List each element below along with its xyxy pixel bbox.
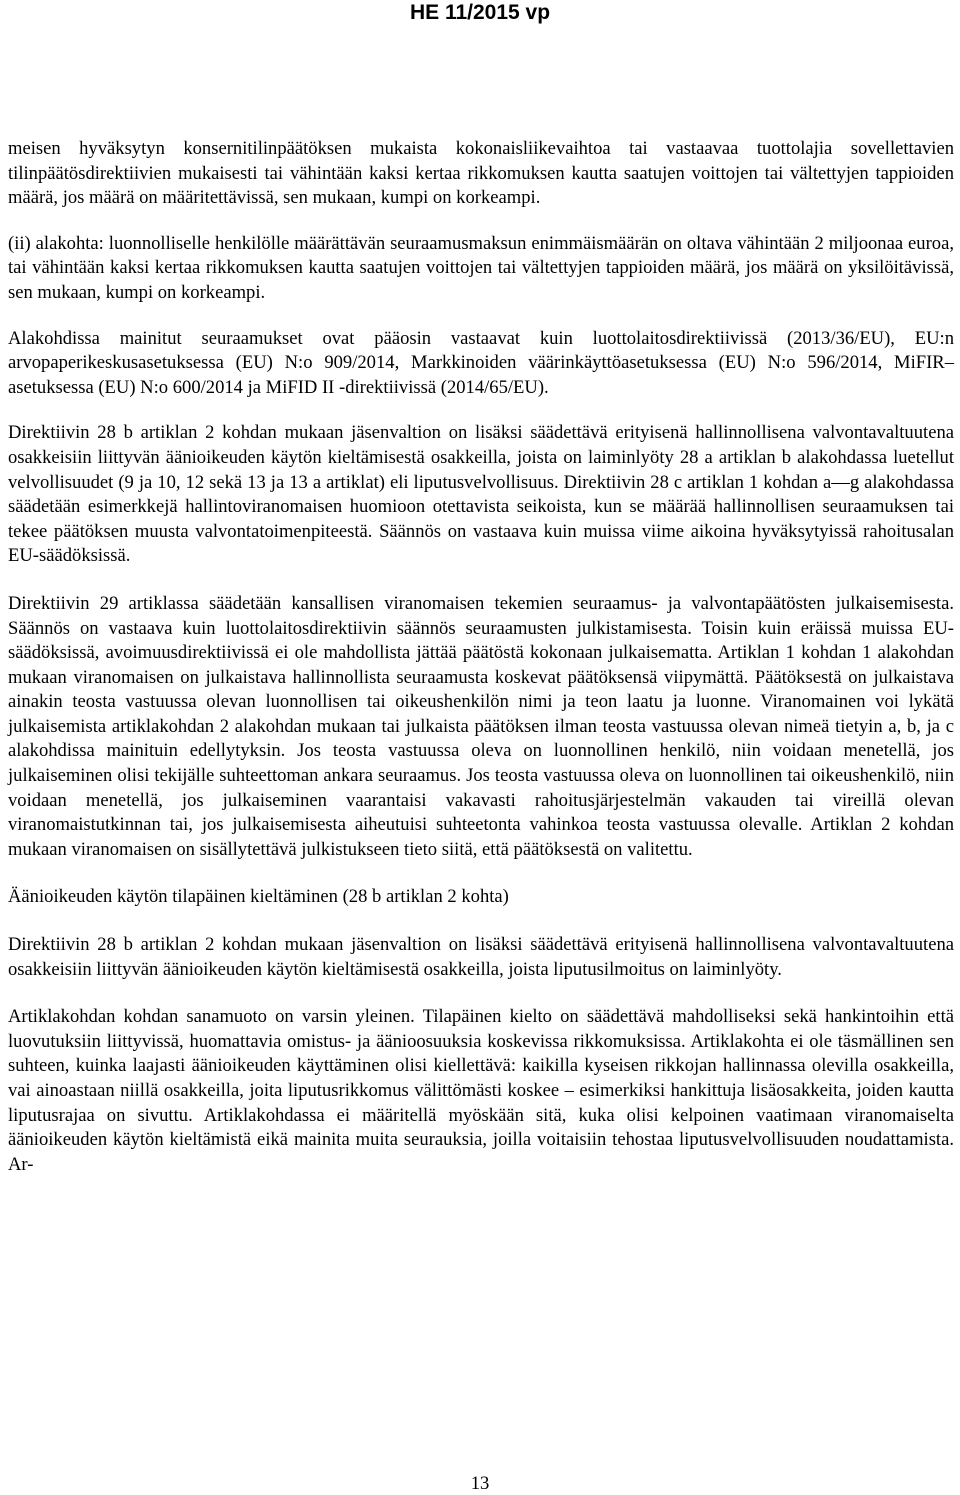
body-text (8, 137, 954, 1198)
paragraph: Artiklakohdan kohdan sanamuoto on varsin yleinen. Tilapäinen kielto on säädettävä mahdolliseksi sekä hankintoihin että luovutuksiin liittyvissä, huomattavia omistus- ja äänioosuuksia koskevissa rikkomuksissa. Artiklakohta ei ole täsmällinen sen suhteen, kuinka laajasti äänioikeuden käyttäminen olisi kiellettävä: kaikilla kyseisen rikkojan hallinnassa olevilla osakkeilla, vai ainoastaan niillä osakkeilla, joita liputusrikkomus välittömästi koskee – esimerkiksi hankittuja lisäosakkeita, joiden kautta liputusrajaa on sivuttu. Artiklakohdassa ei määritellä myöskään sitä, kuka olisi kelpoinen vaatimaan viranomaiselta äänioikeuden käytön kieltämistä eikä mainita muita seurauksia, joilla voitaisiin tehostaa liputusvelvollisuuden noudattamista. Ar- (8, 1006, 954, 1175)
paragraph: Direktiivin 28 b artiklan 2 kohdan mukaan jäsenvaltion on lisäksi säädettävä erityisenä hallinnollisena valvontavaltuutena osakkeisiin liittyvän äänioikeuden käytön kieltämisestä osakkeilla, joista on laiminlyöty 28 a artiklan b alakohdassa luetellut velvollisuudet (9 ja 10, 12 sekä 13 ja 13 a artiklat) eli liputusvelvollisuus. Direktiivin 28 c artiklan 1 kohdan a—g alakohdassa säädetään esimerkkejä hallintoviranomaisen huomioon otettavista seikoista, kun se määrää hallinnollisen seuraamuksen tai tekee päätöksen muusta valvontatoimenpiteestä. Säännös on vastaava kuin muissa viime aikoina hyväksytyissä rahoitusalan EU-säädöksissä. (8, 422, 954, 567)
paragraph: (ii) alakohta: luonnolliselle henkilölle määrättävän seuraamusmaksun enimmäismäärän on oltava vähintään 2 miljoonaa euroa, tai vähintään kaksi kertaa rikkomuksen kautta saatujen voittojen tai vältettyjen tappioiden määrä, jos määrä on yksilöitävissä, sen mukaan, kumpi on korkeampi. (8, 232, 954, 303)
page-number: 13 (470, 1473, 490, 1494)
paragraph: Alakohdissa mainitut seuraamukset ovat pääosin vastaavat kuin luottolaitosdirektiivissä (2013/36/EU), EU:n arvopaperikeskusasetuksessa (EU) N:o 909/2014, Markkinoiden väärinkäyttöasetuksessa (EU) N:o 596/2014, MiFIR–asetuksessa (EU) N:o 600/2014 ja MiFID II -direktiivissä (2014/65/EU). (8, 327, 954, 398)
paragraph: Direktiivin 28 b artiklan 2 kohdan mukaan jäsenvaltion on lisäksi säädettävä erityisenä hallinnollisena valvontavaltuutena osakkeisiin liittyvän äänioikeuden käytön kieltämisestä osakkeilla, joista liputusilmoitus on laiminlyöty. (8, 934, 954, 980)
paragraph: Direktiivin 29 artiklassa säädetään kansallisen viranomaisen tekemien seuraamus- ja valvontapäätösten julkaisemisesta. Säännös on vastaava kuin luottolaitosdirektiivin säännös seuraamusten julkistamisesta. Toisin kuin eräissä muissa EU-säädöksissä, avoimuusdirektiivissä ei ole mahdollista jättää päätöstä kokonaan julkaisematta. Artiklan 1 kohdan 1 alakohdan mukaan viranomaisen on julkaistava hallinnollista seuraamusta koskevat päätöksensä viipymättä. Päätöksestä on julkaistava ainakin teosta vastuussa olevan luonnollisen tai oikeushenkilön nimi ja teon laatu ja luonne. Viranomainen voi lykätä julkaisemista artiklakohdan 2 alakohdan mukaan tai julkaista päätöksen ilman teosta vastuussa olevan nimeä tietyin a, b, ja c alakohdissa mainituin edellytyksin. Jos teosta vastuussa oleva on luonnollinen henkilö, niin voidaan menetellä, jos julkaiseminen olisi tekijälle suhteettoman ankara seuraamus. Jos teosta vastuussa oleva on luonnollinen tai oikeushenkilö, niin voidaan menetellä, jos julkaiseminen vaarantaisi vakavasti rahoitusjärjestelmän vakauden tai vireillä olevan viranomaistutkinnan tai, jos julkaisemisesta aiheutuisi suhteetonta vahinkoa teosta vastuussa olevalle. Artiklan 2 kohdan mukaan viranomaisen on sisällytettävä julkistukseen tieto siitä, että päätöksestä on valitettu. (8, 592, 954, 860)
section-heading: Äänioikeuden käytön tilapäinen kieltäminen (28 b artiklan 2 kohta) (8, 886, 509, 908)
document-header (0, 0, 960, 26)
paragraph: meisen hyväksytyn konsernitilinpäätöksen mukaista kokonaisliikevaihtoa tai vastaavaa tuottolajia sovellettavien tilinpäätösdirektiivien mukaisesti tai vähintään kaksi kertaa rikkomuksen kautta saatujen voittojen tai vältettyjen tappioiden määrä, jos määrä on määritettävissä, sen mukaan, kumpi on korkeampi. (8, 138, 954, 209)
document-id: HE 11/2015 vp (409, 1, 551, 24)
